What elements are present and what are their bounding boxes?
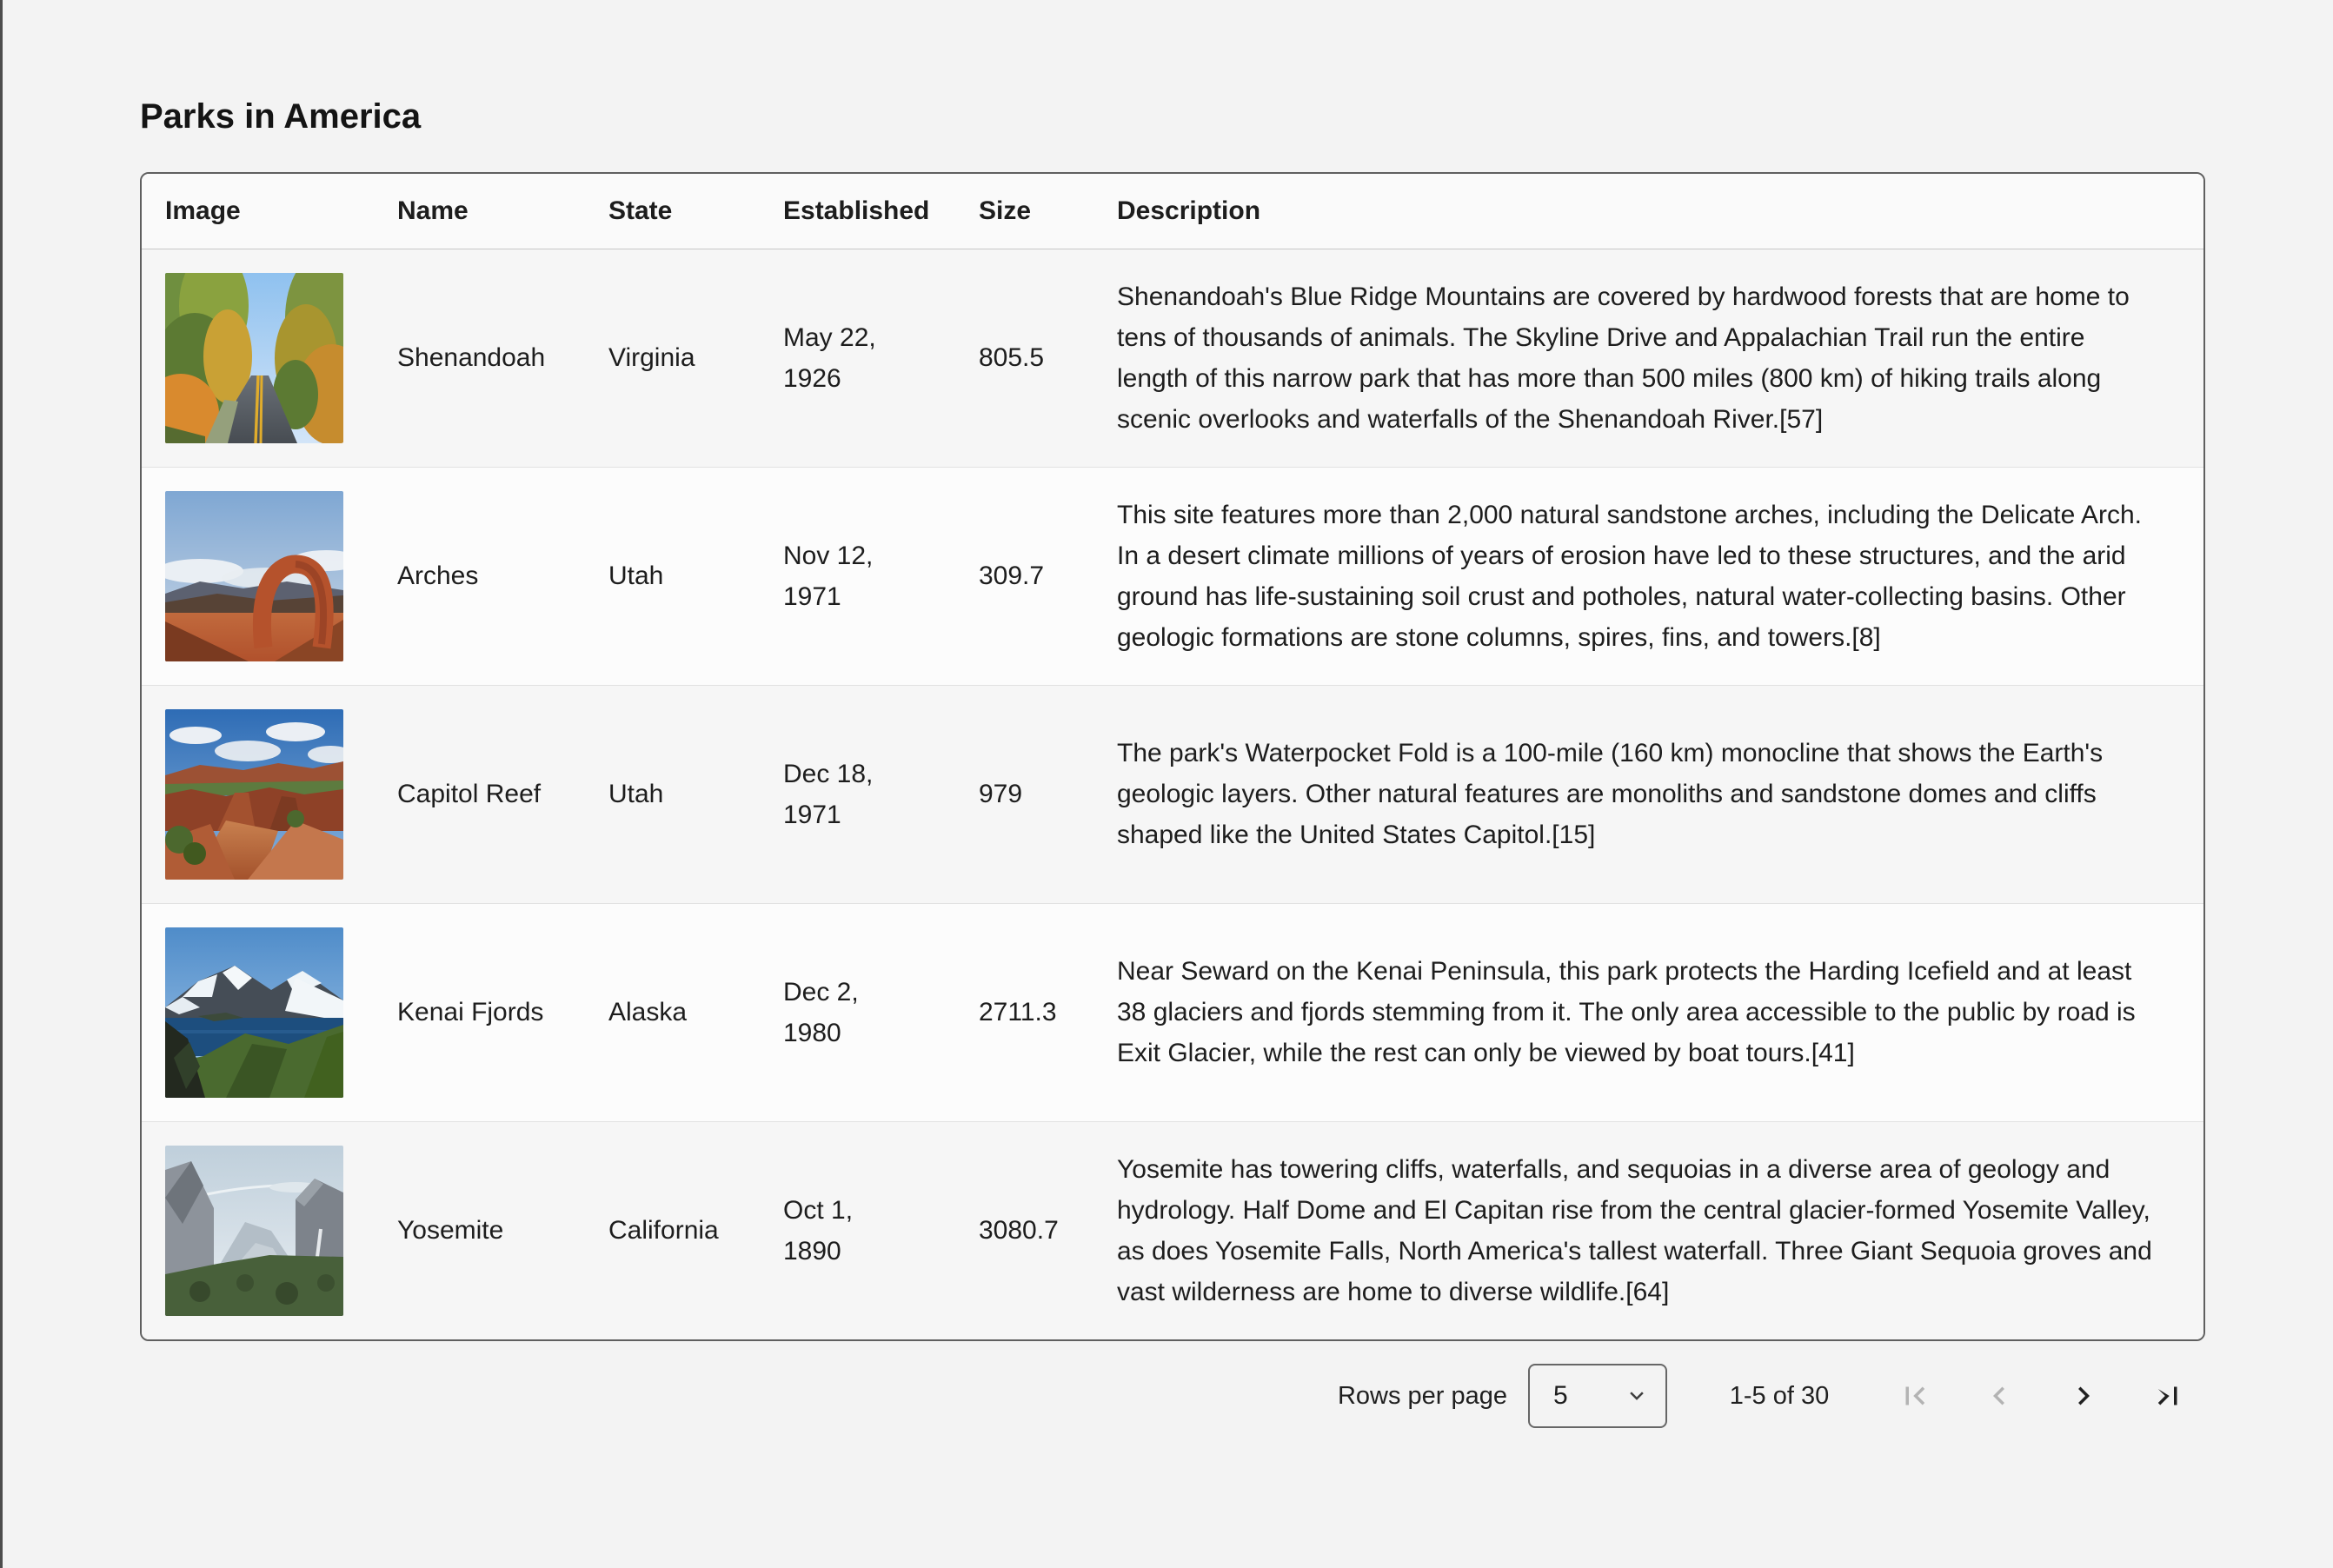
window-left-edge bbox=[0, 0, 3, 1568]
park-state: Utah bbox=[585, 467, 760, 685]
parks-table bbox=[142, 174, 2203, 1339]
park-name: Kenai Fjords bbox=[374, 903, 585, 1121]
pagination-buttons bbox=[1897, 1378, 2186, 1414]
table-header-row bbox=[142, 174, 2203, 249]
pagination-range-label: 1-5 of 30 bbox=[1729, 1381, 1830, 1410]
page-title: Parks in America bbox=[140, 97, 422, 136]
table-row bbox=[142, 1121, 2203, 1339]
park-description: This site features more than 2,000 natural sandstone arches, including the Delicate Arch. In a desert climate millions of years of erosion have led to these structures, and the arid ground has life-sustaining soil crust and potholes, natural water-collecting basins. Other geologic formations are stone columns, spires, fins, and towers.[8] bbox=[1093, 467, 2203, 685]
park-state: Alaska bbox=[585, 903, 760, 1121]
previous-page-icon bbox=[1981, 1378, 2017, 1414]
park-name: Yosemite bbox=[397, 1216, 504, 1245]
park-size: 979 bbox=[955, 685, 1093, 903]
park-established: May 22, 1926 bbox=[783, 322, 876, 393]
park-established: Nov 12, 1971 bbox=[783, 541, 874, 611]
capitol-reef-park-photo bbox=[165, 709, 343, 880]
park-description: Near Seward on the Kenai Peninsula, this park protects the Harding Icefield and at least 38 glaciers and fjords stemming from it. The only area accessible to the public by road is Exit Glacier, while the rest can only be viewed by boat tours.[41] bbox=[1093, 903, 2203, 1121]
park-state: Virginia bbox=[585, 249, 760, 467]
column-header-size: Size bbox=[955, 174, 1093, 249]
park-name: Capitol Reef bbox=[374, 685, 585, 903]
column-header-description: Description bbox=[1093, 174, 2203, 249]
column-header-name: Name bbox=[374, 174, 585, 249]
last-page-button[interactable] bbox=[2150, 1378, 2186, 1414]
park-state: Utah bbox=[585, 685, 760, 903]
table-row bbox=[142, 249, 2203, 467]
park-established: Dec 18, 1971 bbox=[783, 759, 874, 829]
park-established: Dec 2, 1980 bbox=[783, 977, 859, 1047]
rows-per-page-select[interactable] bbox=[1528, 1364, 1667, 1428]
first-page-icon bbox=[1897, 1378, 1933, 1414]
yosemite-park-photo bbox=[165, 1146, 343, 1316]
pagination-bar bbox=[140, 1356, 2205, 1436]
first-page-button[interactable] bbox=[1897, 1378, 1933, 1414]
column-header-image: Image bbox=[142, 174, 374, 249]
park-description: Yosemite has towering cliffs, waterfalls, and sequoias in a diverse area of geology and hydrology. Half Dome and El Capitan rise from the central glacier-formed Yosemite Valley, as does Yosemite Falls, North America's tallest waterfall. Three Giant Sequoia groves and vast wilderness are home to diverse wildlife.[64] bbox=[1117, 1154, 2152, 1306]
last-page-icon bbox=[2150, 1378, 2186, 1414]
park-state: California bbox=[608, 1216, 719, 1245]
park-size: 3080.7 bbox=[979, 1216, 1059, 1245]
table-row bbox=[142, 903, 2203, 1121]
park-description: The park's Waterpocket Fold is a 100-mile (160 km) monocline that shows the Earth's geologic layers. Other natural features are monoliths and sandstone domes and cliffs shaped like the United States Capitol.[15] bbox=[1093, 685, 2203, 903]
park-name: Shenandoah bbox=[374, 249, 585, 467]
table-row bbox=[142, 467, 2203, 685]
chevron-down-icon bbox=[1624, 1383, 1650, 1409]
previous-page-button[interactable] bbox=[1981, 1378, 2017, 1414]
park-established: Oct 1, 1890 bbox=[783, 1195, 854, 1266]
column-header-state: State bbox=[585, 174, 760, 249]
parks-table-card bbox=[140, 172, 2205, 1341]
next-page-button[interactable] bbox=[2065, 1378, 2102, 1414]
arches-park-photo bbox=[165, 491, 343, 661]
park-description: Shenandoah's Blue Ridge Mountains are covered by hardwood forests that are home to tens of thousands of animals. The Skyline Drive and Appalachian Trail run the entire length of this narrow park that has more than 500 miles (800 km) of hiking trails along scenic overlooks and waterfalls of the Shenandoah River.[57] bbox=[1093, 249, 2203, 467]
rows-per-page-label: Rows per page bbox=[1337, 1381, 1507, 1410]
column-header-established: Established bbox=[760, 174, 955, 249]
rows-per-page-value: 5 bbox=[1553, 1381, 1568, 1410]
park-size: 805.5 bbox=[955, 249, 1093, 467]
table-row bbox=[142, 685, 2203, 903]
shenandoah-park-photo bbox=[165, 273, 343, 443]
park-name: Arches bbox=[374, 467, 585, 685]
park-size: 2711.3 bbox=[955, 903, 1093, 1121]
park-size: 309.7 bbox=[955, 467, 1093, 685]
next-page-icon bbox=[2065, 1378, 2102, 1414]
kenai-fjords-park-photo bbox=[165, 927, 343, 1098]
